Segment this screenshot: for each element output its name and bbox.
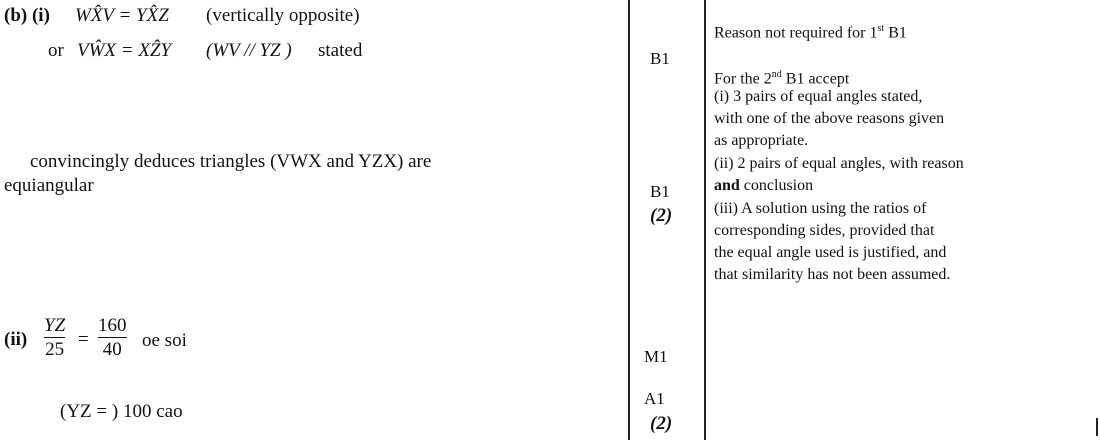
fraction-denominator: 40 bbox=[102, 339, 122, 360]
note-item-ii bbox=[714, 153, 964, 197]
oe-soi-label: oe soi bbox=[142, 330, 187, 351]
stated-label: stated bbox=[318, 40, 363, 61]
note-item-ii-text: (ii) 2 pairs of equal angles, with reason bbox=[714, 155, 964, 172]
reason-vertically-opposite: (vertically opposite) bbox=[206, 5, 360, 26]
final-answer: (YZ = ) 100 cao bbox=[60, 401, 183, 422]
column-divider-right bbox=[704, 0, 706, 440]
column-divider-left bbox=[628, 0, 630, 440]
part-ii-label: (ii) bbox=[4, 329, 28, 350]
deduce-statement-line2: equiangular bbox=[4, 175, 94, 196]
angle-statement-1: WX̂V = YX̂Z bbox=[75, 5, 169, 26]
fraction-numerator: 160 bbox=[98, 315, 127, 336]
mark-b1-first: B1 bbox=[650, 49, 670, 68]
deduce-statement-line1: convincingly deduces triangles (VWX and YZX) are bbox=[30, 151, 432, 172]
note-reason-end: B1 bbox=[884, 24, 907, 42]
note-second-superscript: nd bbox=[771, 69, 782, 80]
note-second-end: B1 accept bbox=[781, 70, 850, 88]
note-item-i: (i) 3 pairs of equal angles stated, with one of the above reasons given as appropriate. bbox=[714, 88, 945, 149]
part-b-i-label: (b) (i) bbox=[4, 5, 50, 26]
fraction-bar bbox=[98, 337, 127, 338]
note-item-ii-end: conclusion bbox=[743, 177, 814, 194]
fraction-denominator: 25 bbox=[45, 339, 65, 360]
edge-mark bbox=[1096, 418, 1098, 436]
note-reason-text: Reason not required for 1 bbox=[714, 24, 878, 42]
fraction-numerator: YZ bbox=[44, 315, 66, 336]
note-second-text: For the 2 bbox=[714, 70, 772, 88]
mark-b1-second: B1 bbox=[650, 182, 670, 201]
note-reason-not-required bbox=[714, 18, 907, 44]
note-item-iii: (iii) A solution using the ratios of corresponding sides, provided that the equal angle used is justified, and that similarity has not been assumed. bbox=[714, 200, 951, 283]
mark-total-part-i: (2) bbox=[650, 205, 673, 226]
note-item-ii-and: and bbox=[714, 177, 740, 194]
fraction-160-over-40 bbox=[98, 316, 127, 359]
angle-statement-2: VŴX = XẐY bbox=[77, 40, 172, 61]
mark-total-part-ii: (2) bbox=[650, 413, 673, 434]
fraction-yz-over-25 bbox=[44, 316, 65, 359]
mark-a1: A1 bbox=[644, 389, 665, 408]
reason-parallel: (WV // YZ ) bbox=[206, 40, 292, 61]
note-reason-superscript: st bbox=[877, 23, 885, 34]
mark-m1: M1 bbox=[644, 347, 668, 366]
equals-sign: = bbox=[78, 329, 89, 350]
or-label: or bbox=[48, 40, 64, 61]
fraction-bar bbox=[44, 337, 65, 338]
